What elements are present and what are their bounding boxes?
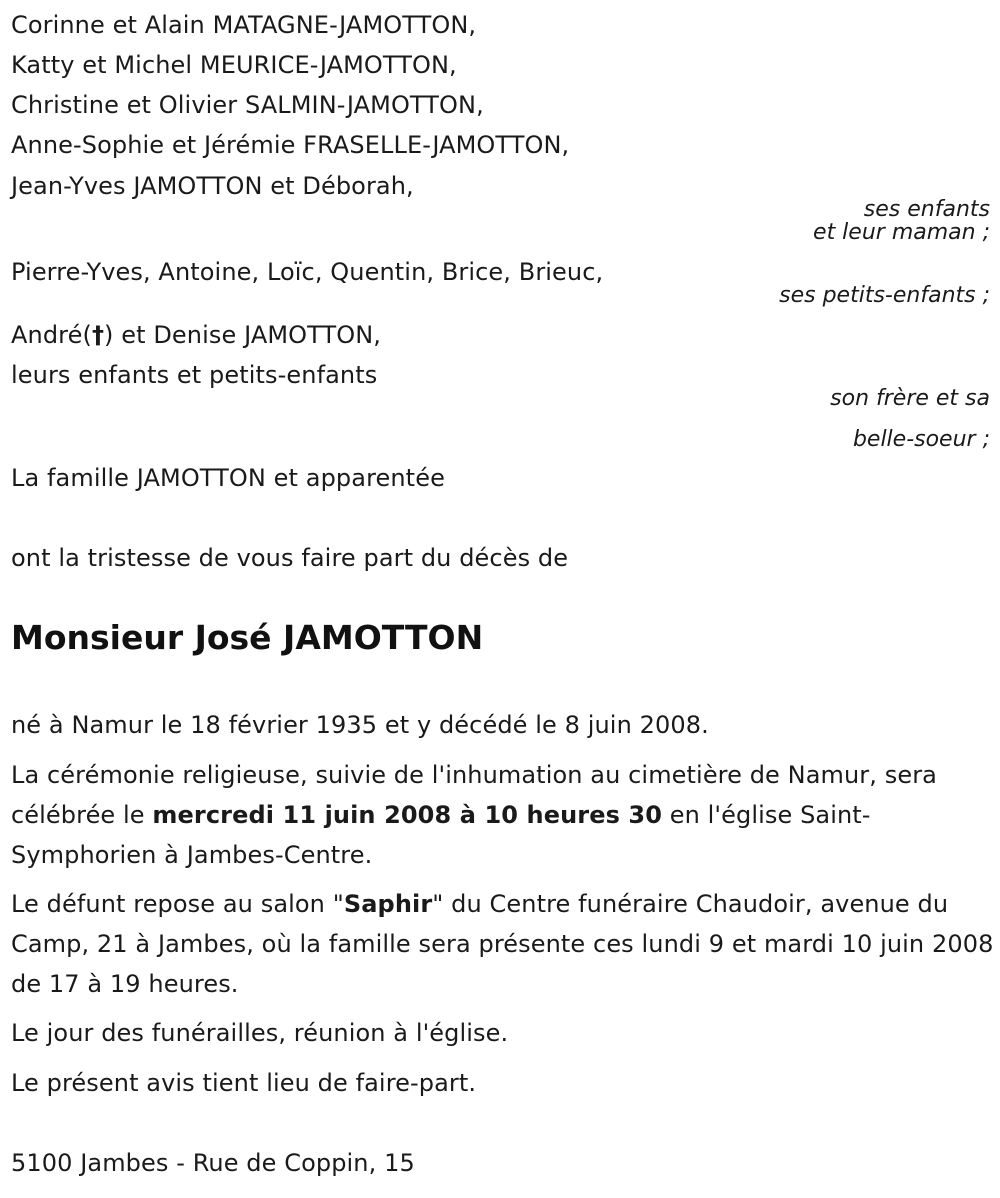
child-family-3: Christine et Olivier SALMIN-JAMOTTON,	[11, 91, 484, 119]
ceremony-text-end: en l'église Saint-Symphorien à Jambes-Centre.	[11, 801, 871, 869]
children-role-line2: et leur maman ;	[813, 220, 990, 245]
notice-note: Le présent avis tient lieu de faire-part.	[11, 1069, 477, 1097]
visitation-text-start: Le défunt repose au salon "	[11, 890, 344, 918]
salon-name: Saphir	[343, 890, 433, 918]
child-family-2: Katty et Michel MEURICE-JAMOTTON,	[11, 51, 457, 79]
cross-symbol: †	[91, 321, 105, 349]
sibling-line-1	[11, 320, 381, 350]
deceased-name: Monsieur José JAMOTTON	[11, 618, 484, 657]
sibling-name-start: André(	[11, 321, 92, 349]
ceremony-paragraph	[11, 755, 996, 875]
ceremony-date: mercredi 11 juin 2008 à 10 heures 30	[152, 801, 663, 829]
children-role-line1: ses enfants	[863, 197, 990, 222]
sibling-role-line1: son frère et sa	[830, 386, 990, 411]
ceremony-text-start: La cérémonie religieuse, suivie de l'inhumation au cimetière de Namur, sera célébrée le	[11, 761, 937, 829]
child-family-5: Jean-Yves JAMOTTON et Déborah,	[11, 172, 414, 200]
visitation-paragraph	[11, 884, 996, 1004]
address: 5100 Jambes - Rue de Coppin, 15	[11, 1149, 415, 1177]
sibling-line-2: leurs enfants et petits-enfants	[11, 361, 378, 389]
announcement-text: ont la tristesse de vous faire part du décès de	[11, 544, 569, 572]
sibling-name-end: ) et Denise JAMOTTON,	[104, 321, 382, 349]
grandchildren-role: ses petits-enfants ;	[779, 283, 990, 308]
visitation-text-end: " du Centre funéraire Chaudoir, avenue du Camp, 21 à Jambes, où la famille sera présente ces lundi 9 et mardi 10 juin 2008 de 17 à 19 heures.	[11, 890, 994, 998]
child-family-1: Corinne et Alain MATAGNE-JAMOTTON,	[11, 11, 477, 39]
funeral-day-note: Le jour des funérailles, réunion à l'église.	[11, 1019, 509, 1047]
child-family-4: Anne-Sophie et Jérémie FRASELLE-JAMOTTON,	[11, 131, 570, 159]
grandchildren-list: Pierre-Yves, Antoine, Loïc, Quentin, Brice, Brieuc,	[11, 258, 604, 286]
birth-death-dates: né à Namur le 18 février 1935 et y décédé le 8 juin 2008.	[11, 711, 709, 739]
extended-family: La famille JAMOTTON et apparentée	[11, 464, 445, 492]
sibling-role-line2: belle-soeur ;	[852, 427, 990, 452]
